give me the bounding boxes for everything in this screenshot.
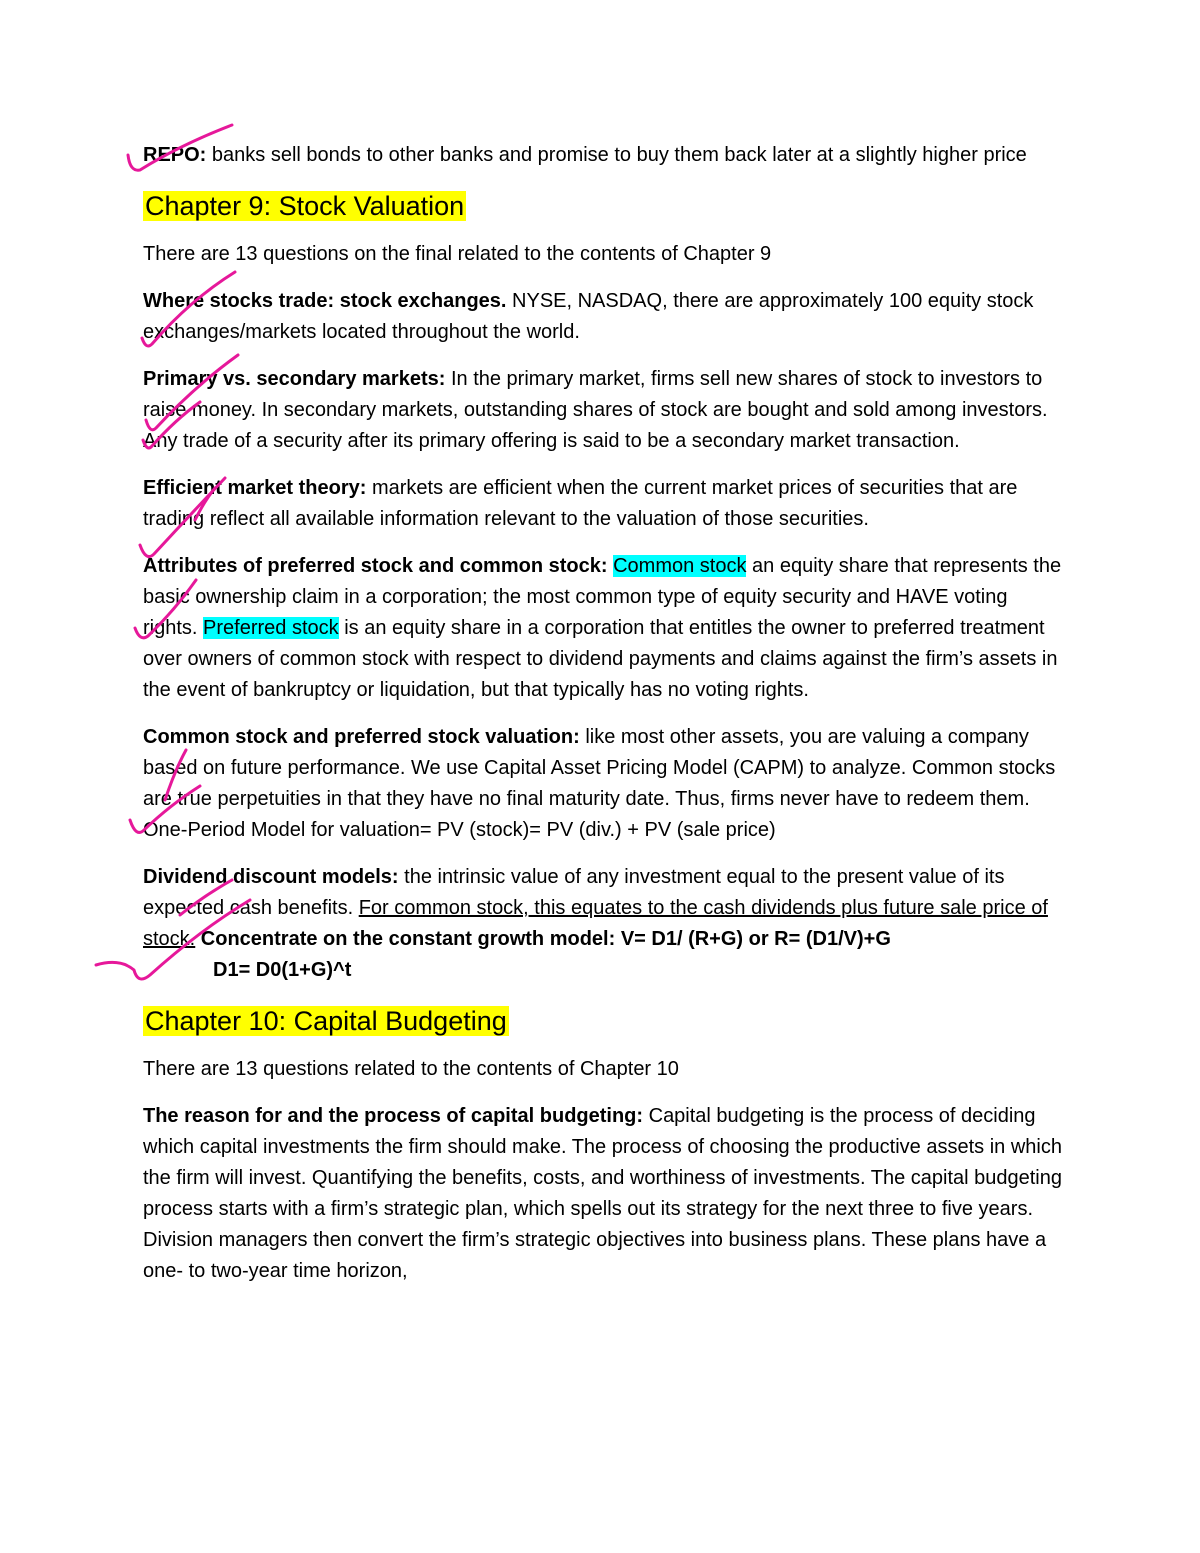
ddm-term: Dividend discount models: (143, 866, 399, 888)
valuation-term: Common stock and preferred stock valuation: (143, 726, 580, 748)
chapter-10-heading: Chapter 10: Capital Budgeting (145, 1006, 507, 1036)
where-text: NYSE, NASDAQ, there are approximately 100 equity stock exchanges/markets located throughout the world. (143, 290, 1034, 343)
ddm-underlined-text: For common stock, this equates to the cash dividends plus future sale price of stock. (143, 897, 1048, 950)
where-stocks-trade-paragraph (143, 286, 1063, 348)
efficient-text: markets are efficient when the current market prices of securities that are trading reflect all available information relevant to the valuation of those securities. (143, 477, 1018, 530)
attributes-term: Attributes of preferred stock and common stock: (143, 555, 608, 577)
where-term: Where stocks trade: stock exchanges. (143, 290, 507, 312)
common-stock-highlight: Common stock (613, 555, 747, 577)
capital-budgeting-term: The reason for and the process of capital budgeting: (143, 1105, 644, 1127)
repo-term: REPO: (143, 144, 207, 166)
attributes-text-1: an equity share that represents the basic ownership claim in a corporation; the most common type of equity security and HAVE voting rights. (143, 555, 1062, 639)
primary-term: Primary vs. secondary markets: (143, 368, 446, 390)
ddm-text: the intrinsic value of any investment equal to the present value of its expected cash benefits. (143, 866, 1005, 919)
chapter-9-heading: Chapter 9: Stock Valuation (145, 191, 465, 221)
stock-valuation-paragraph (143, 722, 1063, 846)
repo-text: banks sell bonds to other banks and promise to buy them back later at a slightly higher price (206, 144, 1027, 166)
efficient-market-paragraph (143, 473, 1063, 535)
dividend-discount-paragraph (143, 862, 1063, 986)
valuation-text: like most other assets, you are valuing a company based on future performance. We use Capital Asset Pricing Model (CAPM) to analyze. Common stocks are true perpetuities in that they have no final maturity date. Thus, firms never have to redeem them. One-Period Model for valuation= PV (stock)= PV (div.) + PV (sale price) (143, 726, 1056, 841)
ddm-constant-growth: Concentrate on the constant growth model: V= D1/ (R+G) or R= (D1/V)+G (195, 928, 891, 950)
repo-paragraph (143, 140, 1063, 171)
chapter-9-intro: There are 13 questions on the final related to the contents of Chapter 9 (143, 243, 772, 265)
capital-budgeting-paragraph (143, 1101, 1063, 1287)
chapter-10-intro: There are 13 questions related to the contents of Chapter 10 (143, 1058, 679, 1080)
preferred-stock-highlight: Preferred stock (203, 617, 339, 639)
attributes-paragraph (143, 551, 1063, 706)
primary-text: In the primary market, firms sell new shares of stock to investors to raise money. In secondary markets, outstanding shares of stock are bought and sold among investors. Any trade of a security after its primary offering is said to be a secondary market transaction. (143, 368, 1048, 452)
attributes-text-2: is an equity share in a corporation that entitles the owner to preferred treatment over owners of common stock with respect to dividend payments and claims against the firm’s assets in the event of bankruptcy or liquidation, but that typically has no voting rights. (143, 617, 1058, 701)
document-body (143, 140, 1063, 1303)
capital-budgeting-text: Capital budgeting is the process of deciding which capital investments the firm should make. The process of choosing the productive assets in which the firm will invest. Quantifying the benefits, costs, and worthiness of investments. The capital budgeting process starts with a firm’s strategic plan, which spells out its strategy for the next three to five years. Division managers then convert the firm’s strategic objectives into business plans. These plans have a one- to two-year time horizon, (143, 1105, 1062, 1282)
primary-secondary-paragraph (143, 364, 1063, 457)
ddm-formula: D1= D0(1+G)^t (213, 959, 352, 981)
efficient-term: Efficient market theory: (143, 477, 367, 499)
